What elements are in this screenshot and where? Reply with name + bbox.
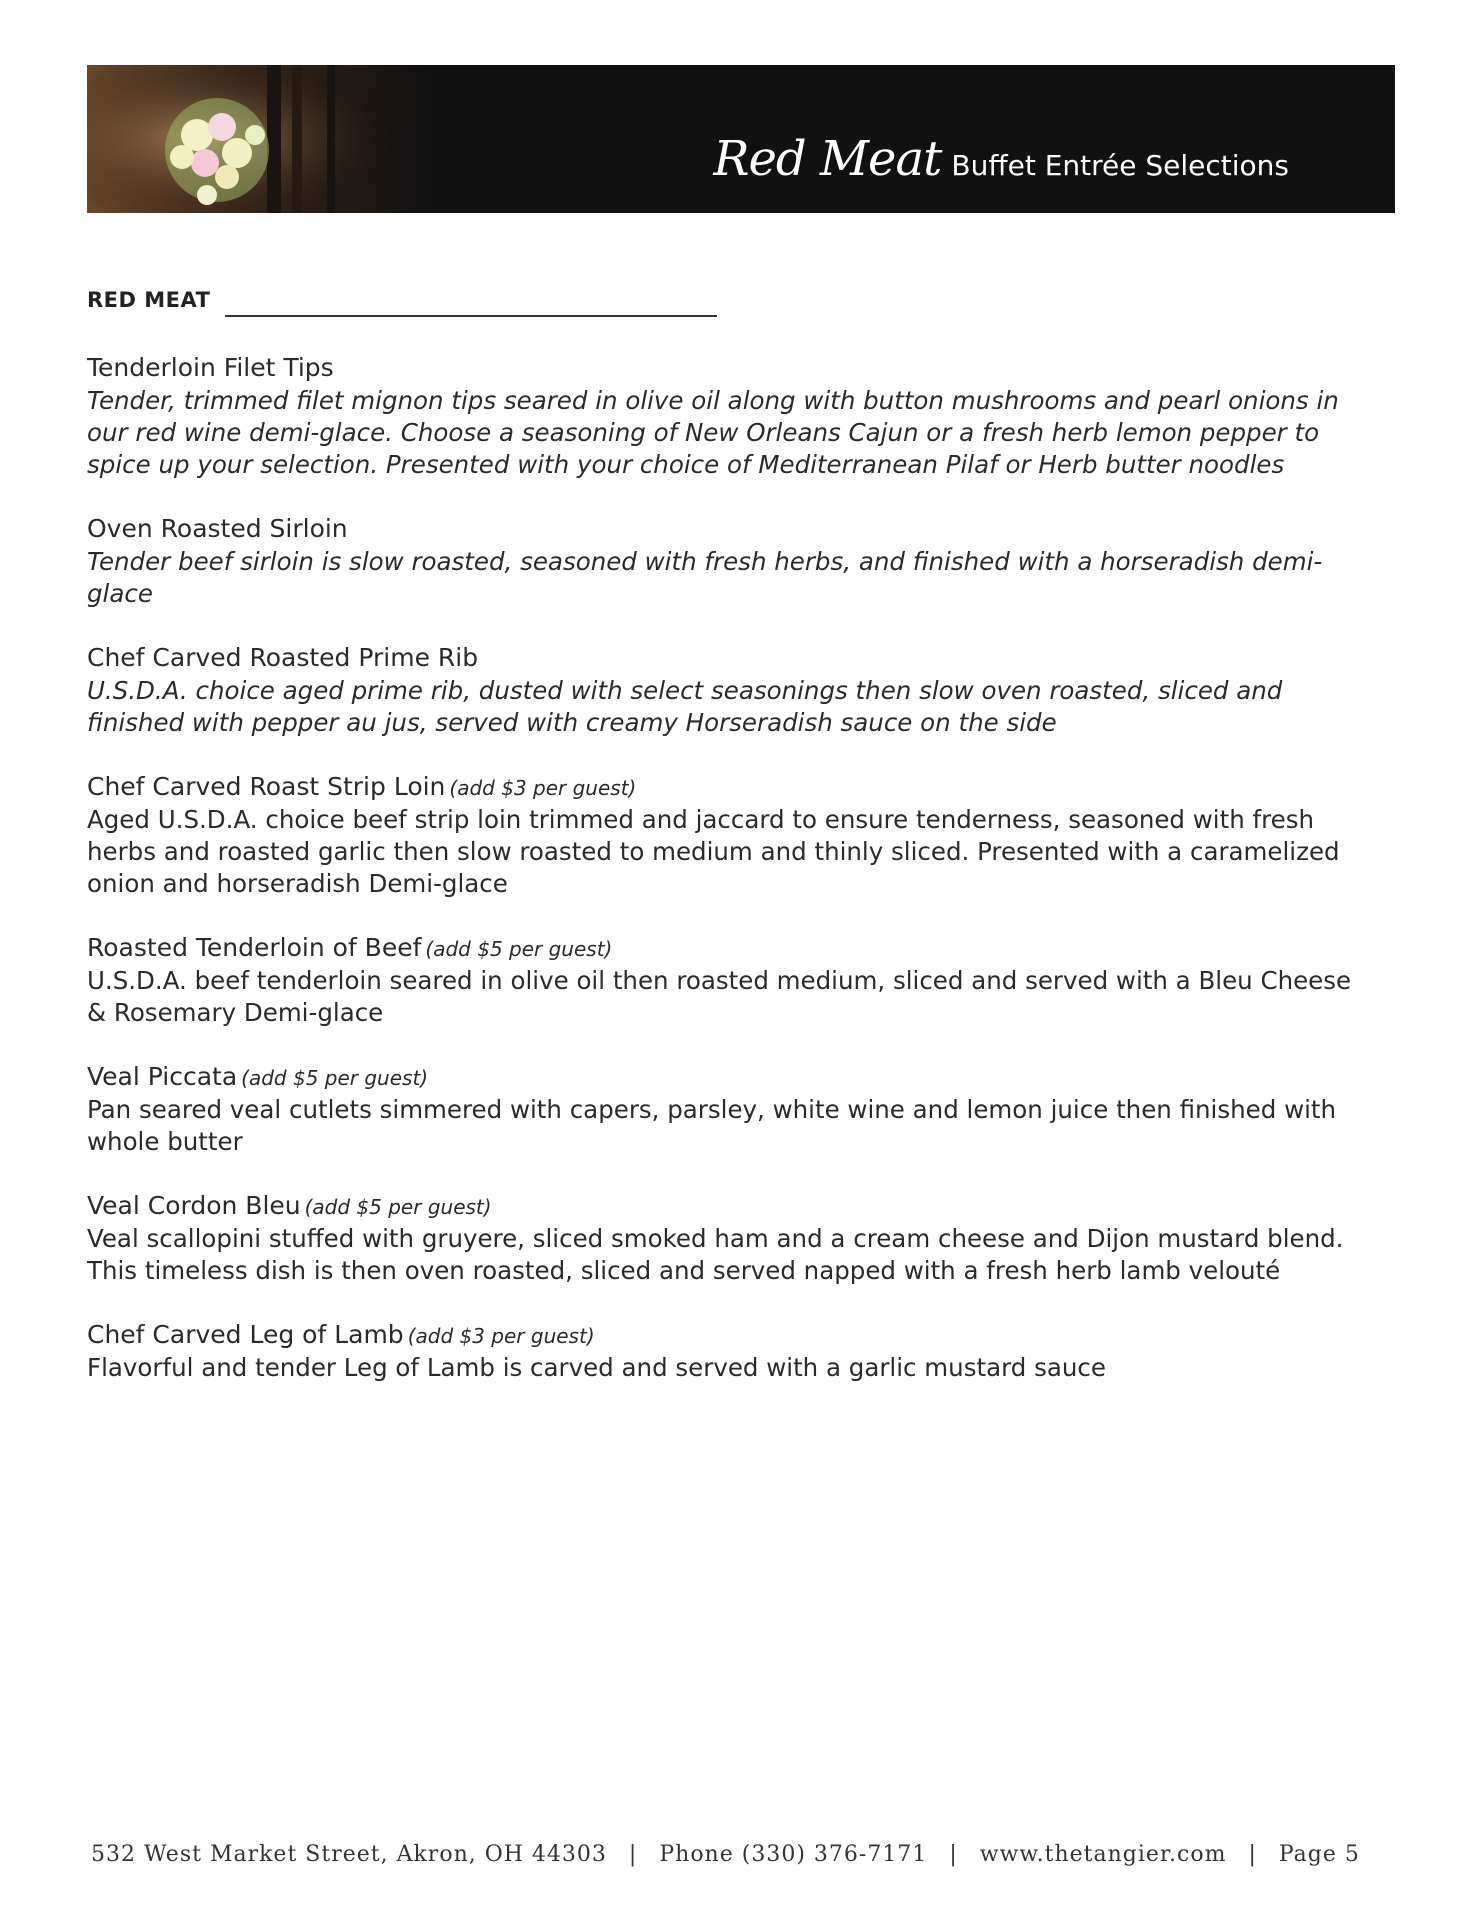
banner-subtitle: Buffet Entrée Selections	[951, 149, 1289, 182]
item-description: Tender, trimmed filet mignon tips seared in olive oil along with button mushrooms and pearl onions in our red wine demi-glace. Choose a seasoning of New Orleans Cajun or a fresh herb lemon pepper to spice up your selection. Presented with your choice of Mediterranean Pilaf or Herb butter noodles	[87, 386, 1339, 479]
item-description: U.S.D.A. choice aged prime rib, dusted with select seasonings then slow oven roasted, sliced and finished with pepper au jus, served with creamy Horseradish sauce on the side	[87, 676, 1283, 737]
menu-item	[87, 642, 1377, 739]
item-price-note: (add $3 per guest)	[407, 1324, 595, 1348]
item-name: Chef Carved Leg of Lamb (add $3 per guest)	[87, 1320, 595, 1349]
section-heading: RED MEAT	[87, 288, 211, 312]
banner-script-title: Red Meat	[713, 131, 942, 187]
item-name: Tenderloin Filet Tips	[87, 353, 334, 382]
item-description: Pan seared veal cutlets simmered with capers, parsley, white wine and lemon juice then finished with whole butter	[87, 1095, 1337, 1156]
item-price-note: (add $5 per guest)	[241, 1066, 429, 1090]
item-description: Aged U.S.D.A. choice beef strip loin trimmed and jaccard to ensure tenderness, seasoned with fresh herbs and roasted garlic then slow roasted to medium and thinly sliced. Presented with a caramelized onion and horseradish Demi-glace	[87, 805, 1340, 898]
item-price-note: (add $3 per guest)	[449, 776, 637, 800]
page-footer	[91, 1842, 1391, 1867]
item-price-note: (add $5 per guest)	[304, 1195, 492, 1219]
menu-item	[87, 932, 1377, 1029]
footer-address: 532 West Market Street, Akron, OH 44303	[91, 1842, 607, 1867]
menu-item	[87, 771, 1377, 900]
item-name: Oven Roasted Sirloin	[87, 514, 348, 543]
footer-separator: |	[949, 1842, 958, 1867]
item-description: U.S.D.A. beef tenderloin seared in olive oil then roasted medium, sliced and served with a Bleu Cheese & Rosemary Demi-glace	[87, 966, 1352, 1027]
menu-item	[87, 1319, 1377, 1384]
item-name: Veal Cordon Bleu (add $5 per guest)	[87, 1191, 492, 1220]
footer-phone: Phone (330) 376-7171	[659, 1842, 928, 1867]
item-description: Flavorful and tender Leg of Lamb is carved and served with a garlic mustard sauce	[87, 1353, 1106, 1382]
footer-separator: |	[1248, 1842, 1257, 1867]
item-name: Roasted Tenderloin of Beef (add $5 per guest)	[87, 933, 613, 962]
menu-items	[87, 352, 1377, 1416]
item-name: Chef Carved Roast Strip Loin (add $3 per guest)	[87, 772, 637, 801]
item-description: Tender beef sirloin is slow roasted, seasoned with fresh herbs, and finished with a horseradish demi-glace	[87, 547, 1323, 608]
item-price-note: (add $5 per guest)	[425, 937, 613, 961]
footer-separator: |	[628, 1842, 638, 1867]
item-description: Veal scallopini stuffed with gruyere, sliced smoked ham and a cream cheese and Dijon mustard blend. This timeless dish is then oven roasted, sliced and served napped with a fresh herb lamb velouté	[87, 1224, 1344, 1285]
header-banner	[87, 65, 1395, 213]
footer-website: www.thetangier.com	[979, 1842, 1227, 1867]
menu-item	[87, 352, 1377, 481]
item-name: Chef Carved Roasted Prime Rib	[87, 643, 479, 672]
footer-page-number: Page 5	[1278, 1842, 1360, 1867]
bouquet-photo	[87, 65, 427, 213]
item-name: Veal Piccata (add $5 per guest)	[87, 1062, 429, 1091]
banner-title	[713, 131, 1289, 187]
menu-item	[87, 1061, 1377, 1158]
section-rule	[225, 315, 717, 317]
menu-item	[87, 513, 1377, 610]
menu-item	[87, 1190, 1377, 1287]
